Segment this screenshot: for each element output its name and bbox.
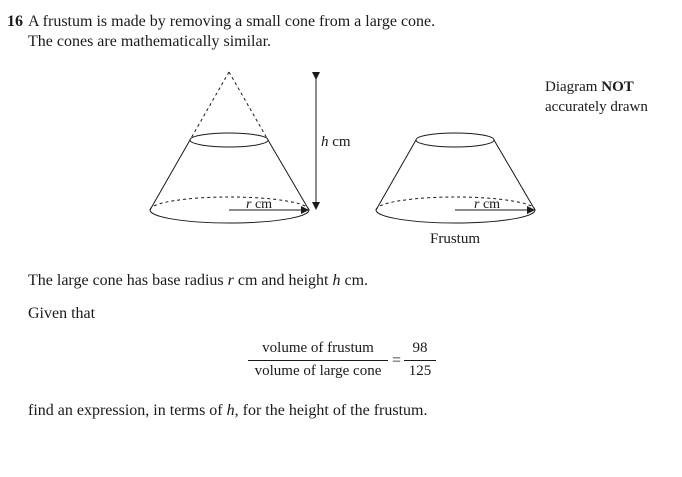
radius-var: r bbox=[474, 197, 480, 212]
radius-var: r bbox=[246, 197, 252, 212]
fraction-left bbox=[248, 340, 388, 380]
large-cone-base-back bbox=[150, 197, 309, 210]
fraction-right-denominator: 125 bbox=[408, 363, 432, 379]
fraction-left-numerator: volume of frustum bbox=[262, 340, 374, 356]
frustum-top-ellipse bbox=[416, 133, 494, 147]
radius-label-frustum bbox=[474, 197, 500, 213]
p1-var-r: r bbox=[227, 272, 234, 289]
fraction-left-bar bbox=[248, 360, 388, 361]
cut-ellipse bbox=[190, 133, 268, 147]
small-cone-right-edge bbox=[229, 72, 268, 140]
radius-unit: cm bbox=[479, 197, 501, 212]
paragraph-find-expression bbox=[28, 402, 427, 420]
large-cone-base-front bbox=[150, 210, 309, 223]
question-text-line1: A frustum is made by removing a small cone from a large cone. bbox=[28, 13, 436, 30]
p1-text-b: cm and height bbox=[233, 272, 333, 289]
frustum-base-front bbox=[376, 210, 535, 223]
radius-label-cone bbox=[246, 197, 272, 213]
height-unit: cm bbox=[328, 134, 351, 150]
note-prefix: Diagram bbox=[545, 79, 602, 95]
p3-var-h: h bbox=[226, 402, 235, 419]
p1-text-a: The large cone has base radius bbox=[28, 272, 228, 289]
question-text-line2: The cones are mathematically similar. bbox=[28, 33, 272, 50]
radius-unit: cm bbox=[251, 197, 273, 212]
paragraph-given-that: Given that bbox=[28, 305, 96, 322]
fraction-right-numerator: 98 bbox=[412, 340, 428, 356]
p1-var-h: h bbox=[332, 272, 341, 289]
frustum-base-back bbox=[376, 197, 535, 210]
question-number: 16 bbox=[7, 13, 23, 30]
height-label bbox=[321, 134, 351, 151]
height-var: h bbox=[321, 134, 329, 150]
p1-text-c: cm. bbox=[340, 272, 369, 289]
p3-text-b: , for the height of the frustum. bbox=[234, 402, 428, 419]
note-bold: NOT bbox=[601, 79, 634, 95]
p3-text-a: find an expression, in terms of bbox=[28, 402, 227, 419]
frustum-caption: Frustum bbox=[430, 231, 481, 247]
note-line2: accurately drawn bbox=[545, 99, 648, 115]
fraction-right bbox=[404, 340, 436, 380]
paragraph-base-radius bbox=[28, 272, 368, 290]
fraction-right-bar bbox=[404, 360, 436, 361]
fraction-left-denominator: volume of large cone bbox=[254, 363, 382, 379]
equals-sign: = bbox=[392, 352, 402, 369]
small-cone-left-edge bbox=[190, 72, 229, 140]
